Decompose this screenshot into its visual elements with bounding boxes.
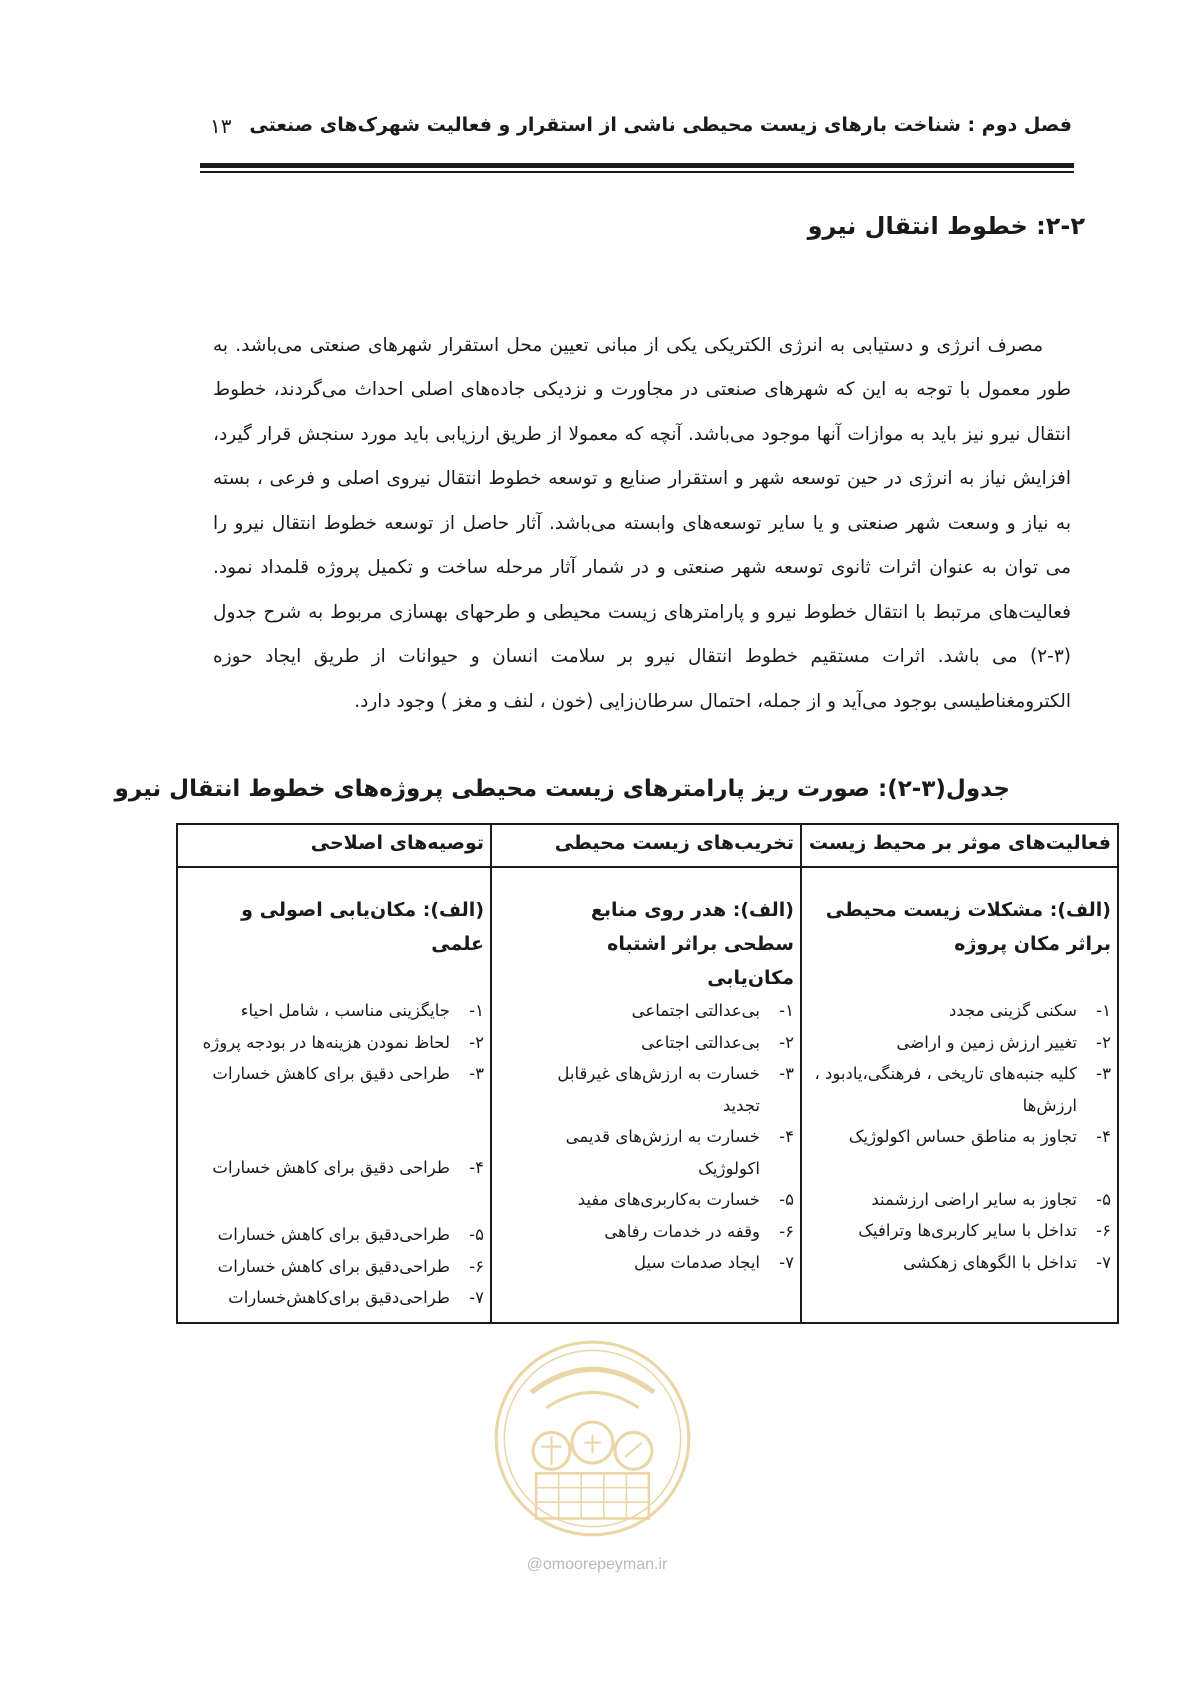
- column-header: فعالیت‌های موثر بر محیط زیست: [808, 832, 1111, 854]
- list-item: ۴- خسارت به ارزش‌های قدیمی اکولوژیک: [565, 1127, 794, 1178]
- column-divider: [800, 825, 802, 1322]
- column-header: توصیه‌های اصلاحی: [310, 832, 484, 854]
- list-item: ۶- طراحی‌دقیق برای کاهش خسارات: [217, 1256, 484, 1276]
- list-item: ۱- بی‌عدالتی اجتماعی: [631, 1001, 794, 1020]
- table-column-damages: [494, 825, 800, 1322]
- column-header: تخریب‌های زیست محیطی: [554, 832, 794, 854]
- header-rule-thick: [200, 163, 1074, 168]
- list-item: ۷- ایجاد صدمات سیل: [633, 1253, 794, 1272]
- list-item: ۴- طراحی دقیق برای کاهش خسارات: [212, 1157, 484, 1177]
- parameters-table: [176, 823, 1119, 1324]
- column-subheading: (الف): مکان‌یابی اصولی و علمی: [241, 899, 484, 955]
- column-subheading: (الف): هدر روی منابع سطحی براثر اشتباه مکان‌یابی: [590, 899, 794, 989]
- list-item: ۴- تجاوز به مناطق حساس اکولوژیک: [848, 1127, 1111, 1146]
- list-item: ۷- تداخل با الگوهای زهکشی: [902, 1252, 1111, 1272]
- list-item: ۲- لحاظ نمودن هزینه‌ها در بودجه پروژه: [202, 1032, 484, 1052]
- item-list: [811, 995, 1111, 1278]
- column-subheading: (الف): مشکلات زیست محیطی براثر مکان پروژه: [825, 899, 1111, 955]
- list-item: ۲- بی‌عدالتی اجتاعی: [641, 1032, 794, 1052]
- table-column-activities: [804, 825, 1117, 1322]
- list-item: ۳- خسارت به ارزش‌های غیرقابل تجدید: [557, 1064, 794, 1115]
- list-item: ۳- کلیه جنبه‌های تاریخی ، فرهنگی،یادبود ، ارزش‌ها: [814, 1064, 1111, 1115]
- table-column-recommendations: [178, 825, 490, 1322]
- chapter-title: فصل دوم : شناخت بارهای زیست محیطی ناشی از استقرار و فعالیت شهرک‌های صنعتی: [249, 114, 1072, 136]
- watermark-site: @omoorepeyman.ir: [526, 1556, 668, 1573]
- watermark-seal-icon: [490, 1336, 695, 1541]
- item-list: [188, 995, 484, 1314]
- list-item: ۲- تغییر ارزش زمین و اراضی: [896, 1032, 1111, 1052]
- column-divider: [490, 825, 492, 1322]
- list-item: ۵- طراحی‌دقیق برای کاهش خسارات: [217, 1225, 484, 1244]
- section-heading: ۲-۲: خطوط انتقال نیرو: [807, 212, 1085, 240]
- list-item: ۶- وقفه در خدمات رفاهی: [604, 1221, 794, 1241]
- item-list: [534, 995, 794, 1279]
- table-caption: جدول(۳-۲): صورت ریز پارامترهای زیست محیطی پروژه‌های خطوط انتقال نیرو: [114, 776, 1010, 802]
- list-item: ۵- خسارت به‌کاربری‌های مفید: [577, 1190, 794, 1209]
- page-number: ۱۳: [210, 114, 232, 138]
- list-item: ۶- تداخل با سایر کاربری‌ها وترافیک: [858, 1221, 1111, 1240]
- list-item: ۱- سکنی گزینی مجدد: [949, 1001, 1111, 1020]
- list-item: ۵- تجاوز به سایر اراضی ارزشمند: [871, 1189, 1111, 1209]
- list-item: ۱- جایگزینی مناسب ، شامل احیاء: [240, 1001, 484, 1020]
- list-item: ۳- طراحی دقیق برای کاهش خسارات: [212, 1064, 484, 1083]
- body-paragraph: مصرف انرژی و دستیابی به انرژی الکتریکی یکی از مبانی تعیین محل استقرار شهرهای صنعتی می‌باشد. به طور معمول با توجه به این که شهرهای صنعتی در مجاورت و نزدیکی جاده‌های اصلی احداث می‌گردند، خطوط انتقال نیرو نیز باید به موازات آنها موجود می‌باشد. آنچه که معمولا از طریق ارزیابی باید مورد سنجش قرار گیرد، افزایش نیاز به انرژی در حین توسعه شهر و استقرار صنایع و توسعه خطوط انتقال نیروی اصلی و فرعی ، بسته به نیاز و وسعت شهر صنعتی و یا سایر توسعه‌های وابسته می‌باشد. آثار حاصل از توسعه خطوط انتقال نیرو را می توان به عنوان اثرات ثانوی توسعه شهر صنعتی و در شمار آثار مرحله ساخت و تکمیل پروژه قلمداد نمود. فعالیت‌های مرتبط با انتقال خطوط نیرو و پارامترهای زیست محیطی و طرحهای بهسازی مربوط به شرح جدول (۳-۲) می باشد. اثرات مستقیم خطوط انتقال نیرو بر سلامت انسان و حیوانات از طریق ایجاد حوزه الکترومغناطیسی بوجود می‌آید و از جمله، احتمال سرطان‌زایی (خون ، لنف و مغز ) وجود دارد.: [213, 334, 1071, 712]
- header-rule-thin: [200, 171, 1074, 173]
- running-header: [210, 108, 1072, 148]
- list-item: ۷- طراحی‌دقیق برای‌کاهش‌خسارات: [228, 1288, 484, 1307]
